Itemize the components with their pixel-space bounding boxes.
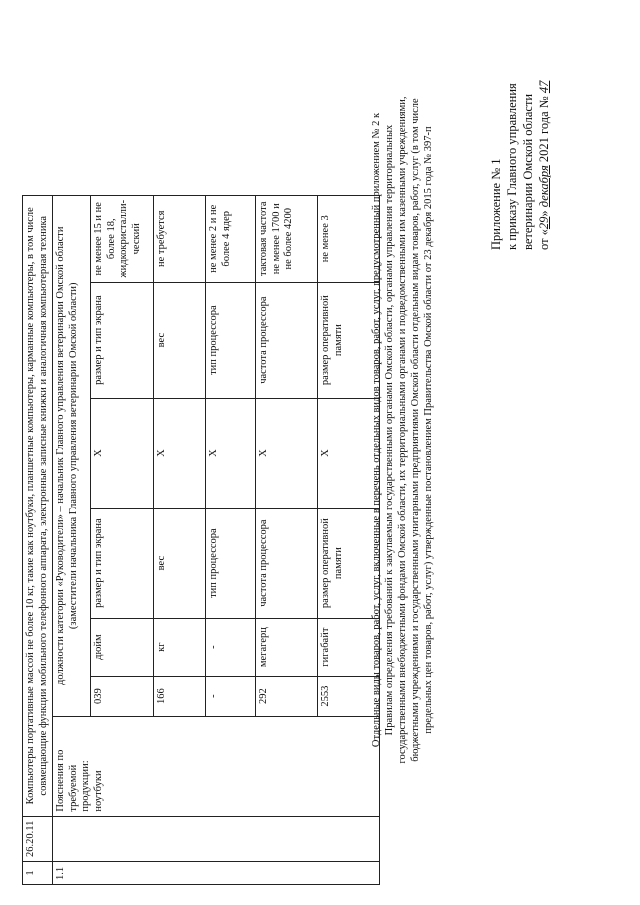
characteristic-name: вес	[154, 282, 206, 398]
characteristic-value: тактовая частота не менее 1700 и не более 4200	[256, 195, 318, 282]
characteristic-value: не менее 15 и не более 18, жидкокристалли-ческий	[91, 195, 154, 282]
okei-code: -	[206, 676, 256, 716]
goods-table	[22, 195, 380, 885]
unit-name: дюйм	[91, 618, 154, 676]
unit-name: гигабайт	[318, 618, 380, 676]
date-year: 2021 года №	[537, 93, 551, 166]
intro-line: бюджетными учреждениями и государственными унитарными предприятиями Омской области отдельным видам товаров, работ, услуг (в том числе	[410, 98, 421, 762]
product-explanation: Пояснения по требуемой продукции: ноутбуки	[53, 716, 380, 816]
characteristic-value: не менее 3	[318, 195, 380, 282]
appendix-date-line	[536, 10, 552, 250]
okpd-code-empty	[53, 816, 380, 861]
intro-line: Отдельные виды товаров, работ, услуг, включенные в перечень отдельных видов товаров, работ, услуг, предусмотренный приложением № 2 к	[371, 112, 382, 748]
order-number: 47	[537, 80, 551, 94]
characteristic-value: не требуется	[154, 195, 206, 282]
characteristic-name: размер оперативной памяти	[318, 508, 380, 618]
appendix-title: Приложение № 1	[489, 158, 503, 250]
appendix-order-line: к приказу Главного управления	[505, 83, 519, 250]
unit-name: -	[206, 618, 256, 676]
unit-name: мегагерц	[256, 618, 318, 676]
row-number: 1.1	[53, 862, 380, 885]
okei-code: 166	[154, 676, 206, 716]
characteristic-value: X	[206, 398, 256, 508]
intro-line: Правилам определения требований к закупаемым государственными органами Омской области, органами управления территориальных	[384, 124, 395, 736]
characteristic-name: тип процессора	[206, 282, 256, 398]
characteristic-value: не менее 2 и не более 4 ядер	[206, 195, 256, 282]
characteristic-value: X	[256, 398, 318, 508]
okei-code: 292	[256, 676, 318, 716]
unit-name: кг	[154, 618, 206, 676]
characteristic-value: X	[91, 398, 154, 508]
characteristic-name: тип процессора	[206, 508, 256, 618]
okei-code: 039	[91, 676, 154, 716]
intro-line: государственными внебюджетными фондами Омской области, их территориальными органами и подведомственными им казенными учреждениями,	[397, 96, 408, 764]
table-row	[53, 195, 91, 884]
okei-code: 2553	[318, 676, 380, 716]
characteristic-name: размер оперативной памяти	[318, 282, 380, 398]
appendix-authority-line: ветеринарии Омской области	[521, 93, 535, 250]
characteristic-name: частота процессора	[256, 508, 318, 618]
date-mid: »	[537, 207, 551, 217]
characteristic-value: X	[318, 398, 380, 508]
position-category: должности категории «Руководители» – начальник Главного управления ветеринарии Омской области (заместители начальника Главного управления ветеринарии Омской области)	[53, 195, 91, 716]
characteristic-name: вес	[154, 508, 206, 618]
appendix-header	[488, 10, 552, 250]
characteristic-name: частота процессора	[256, 282, 318, 398]
date-month: декабря	[537, 165, 551, 208]
characteristic-value: X	[154, 398, 206, 508]
intro-line: предельных цен товаров, работ, услуг) утвержденные постановлением Правительства Омской области от 23 декабря 2015 года № 397-п	[423, 126, 434, 734]
characteristic-name: размер и тип экрана	[91, 282, 154, 398]
row-number: 1	[23, 862, 53, 885]
date-day: 29	[537, 216, 551, 230]
characteristic-name: размер и тип экрана	[91, 508, 154, 618]
okpd-code: 26.20.11	[23, 816, 53, 861]
product-title: Компьютеры портативные массой не более 10 кг, такие как ноутбуки, планшетные компьютеры, карманные компьютеры, в том числе совмещающие функции мобильного телефонного аппарата, электронные записные книжки и аналогичная компьютерная техника	[23, 195, 53, 816]
date-prefix: от «	[537, 229, 551, 250]
table-row	[23, 195, 53, 884]
